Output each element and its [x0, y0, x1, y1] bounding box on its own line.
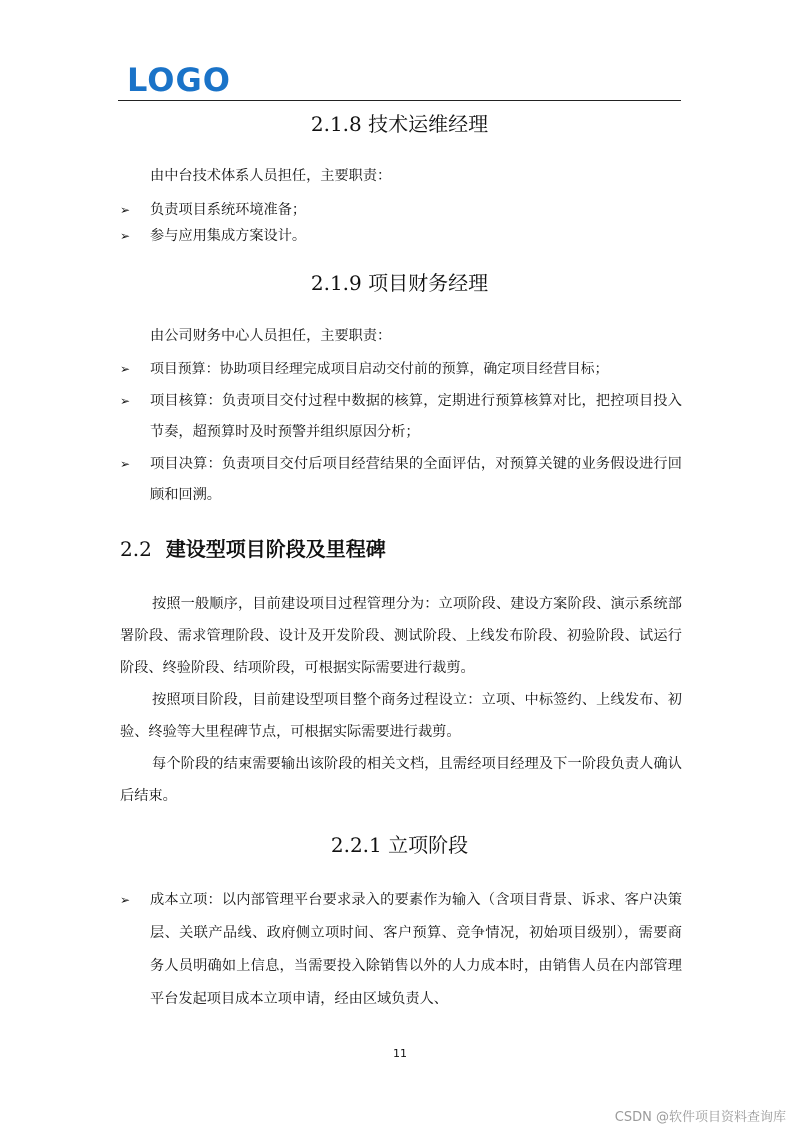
heading-2-2: 2.2 建设型项目阶段及里程碑: [120, 537, 386, 561]
list-item: ➢ 成本立项：以内部管理平台要求录入的要素作为输入（含项目背景、诉求、客户决策层、关联产品线、政府侧立项时间、客户预算、竞争情况，初始项目级别），需要商务人员明确如上信息，当需要投入除销售以外的人力成本时，由销售人员在内部管理平台发起项目成本立项申请，经由区域负责人、: [120, 884, 682, 1016]
header-divider: [118, 100, 681, 101]
heading-2-1-9: 2.1.9 项目财务经理: [310, 271, 489, 295]
arrow-bullet-icon: ➢: [120, 457, 131, 471]
arrow-bullet-icon: ➢: [120, 203, 131, 217]
list-item: ➢ 项目决算：负责项目交付后项目经营结果的全面评估，对预算关键的业务假设进行回顾和回溯。: [120, 449, 682, 511]
list-item: ➢ 参与应用集成方案设计。: [120, 222, 682, 250]
paragraph: 按照项目阶段，目前建设型项目整个商务过程设立：立项、中标签约、上线发布、初验、终验等大里程碑节点，可根据实际需要进行裁剪。: [120, 692, 682, 740]
intro-2-1-8: 由中台技术体系人员担任，主要职责：: [150, 168, 392, 184]
arrow-bullet-icon: ➢: [120, 893, 131, 907]
list-item: ➢ 项目核算：负责项目交付过程中数据的核算，定期进行预算核算对比，把控项目投入节奏，超预算时及时预警并组织原因分析；: [120, 386, 682, 448]
heading-2-2-1: 2.2.1 立项阶段: [330, 833, 469, 857]
arrow-bullet-icon: ➢: [120, 362, 131, 376]
arrow-bullet-icon: ➢: [120, 229, 131, 243]
watermark: CSDN @软件项目资料查询库: [614, 1110, 786, 1125]
page-number: 11: [393, 1047, 407, 1060]
list-item: ➢ 项目预算：协助项目经理完成项目启动交付前的预算，确定项目经营目标；: [120, 354, 682, 384]
heading-2-1-8: 2.1.8 技术运维经理: [310, 112, 489, 136]
company-logo: LOGO: [127, 61, 231, 99]
list-item: ➢ 负责项目系统环境准备；: [120, 196, 682, 224]
paragraph: 每个阶段的结束需要输出该阶段的相关文档，且需经项目经理及下一阶段负责人确认后结束。: [120, 756, 682, 804]
arrow-bullet-icon: ➢: [120, 394, 131, 408]
paragraph: 按照一般顺序，目前建设项目过程管理分为：立项阶段、建设方案阶段、演示系统部署阶段、需求管理阶段、设计及开发阶段、测试阶段、上线发布阶段、初验阶段、试运行阶段、终验阶段、结项阶段，可根据实际需要进行裁剪。: [120, 596, 682, 676]
intro-2-1-9: 由公司财务中心人员担任，主要职责：: [150, 328, 392, 344]
